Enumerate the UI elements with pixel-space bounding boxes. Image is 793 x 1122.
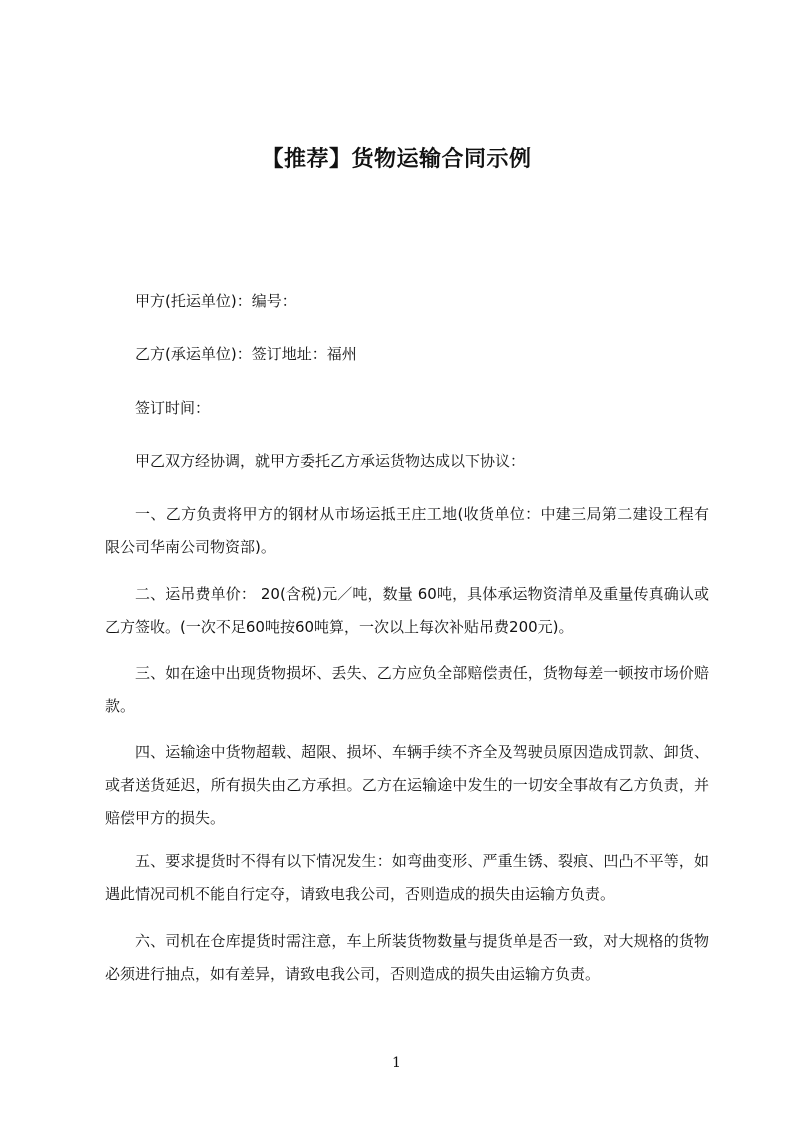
agreement-intro-line: 甲乙双方经协调，就甲方委托乙方承运货物达成以下协议： bbox=[135, 452, 526, 470]
clause-4: 四、运输途中货物超载、超限、损坏、车辆手续不齐全及驾驶员原因造成罚款、卸货、或者送货延迟，所有损失由乙方承担。乙方在运输途中发生的一切安全事故有乙方负责，并赔偿甲方的损失。 bbox=[105, 743, 709, 827]
clause-5: 五、要求提货时不得有以下情况发生：如弯曲变形、严重生锈、裂痕、凹凸不平等，如遇此情况司机不能自行定夺，请致电我公司，否则造成的损失由运输方负责。 bbox=[105, 852, 709, 903]
document-title: 【推荐】货物运输合同示例 bbox=[261, 147, 532, 172]
party-b-line: 乙方(承运单位)：签订地址：福州 bbox=[135, 345, 357, 363]
page-number: 1 bbox=[392, 1055, 401, 1071]
clause-3: 三、如在途中出现货物损坏、丢失、乙方应负全部赔偿责任，货物每差一顿按市场价赔款。 bbox=[105, 664, 709, 715]
clause-2: 二、运吊费单价： 20(含税)元／吨，数量 60吨，具体承运物资清单及重量传真确认或乙方签收。(一次不足60吨按60吨算，一次以上每次补贴吊费200元)。 bbox=[105, 585, 709, 636]
clause-6: 六、司机在仓库提货时需注意，车上所装货物数量与提货单是否一致，对大规格的货物必须进行抽点，如有差异，请致电我公司，否则造成的损失由运输方负责。 bbox=[105, 932, 709, 983]
party-a-line: 甲方(托运单位)：编号： bbox=[135, 292, 297, 310]
signing-time-line: 签订时间： bbox=[135, 399, 211, 417]
clause-1: 一、乙方负责将甲方的钢材从市场运抵王庄工地(收货单位：中建三局第二建设工程有限公司华南公司物资部)。 bbox=[105, 505, 709, 556]
